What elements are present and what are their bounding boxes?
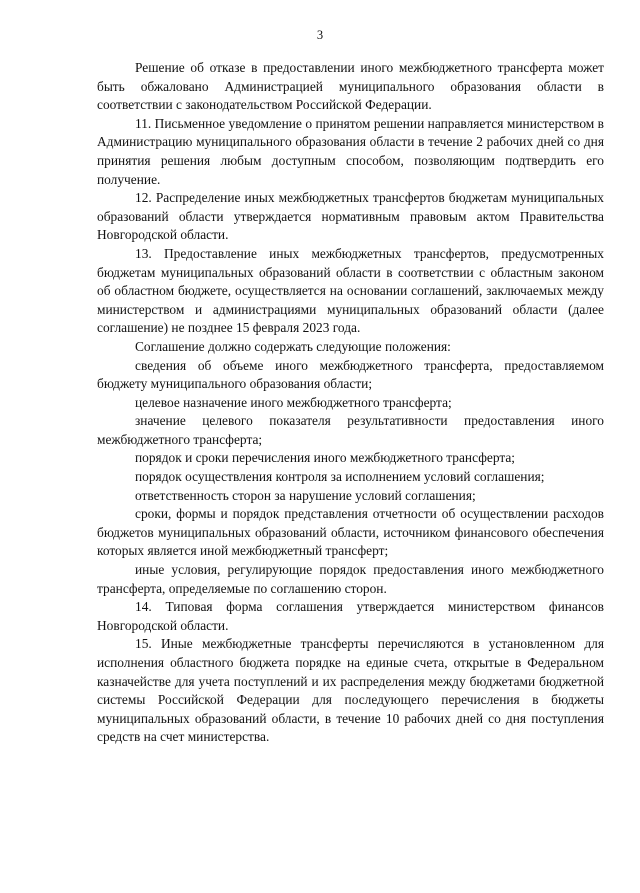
list-item-other-conditions: иные условия, регулирующие порядок предоставления иного межбюджетного трансферта, определяемые по соглашению сторон. <box>97 562 604 596</box>
document-body <box>97 59 604 747</box>
paragraph-appeal-refusal: Решение об отказе в предоставлении иного межбюджетного трансферта может быть обжаловано Администрацией муниципального образования области в соответствии с законодательством Российской Федерации. <box>97 60 604 113</box>
paragraph-11: 11. Письменное уведомление о принятом решении направляется министерством в Администрацию муниципального образования области в течение 2 рабочих дней со дня принятия решения любым доступным способом, позволяющим подтвердить его получение. <box>97 115 604 187</box>
list-item-responsibility: ответственность сторон за нарушение условий соглашения; <box>135 487 476 503</box>
list-item-purpose: целевое назначение иного межбюджетного трансферта; <box>135 394 452 410</box>
list-item-volume: сведения об объеме иного межбюджетного трансферта, предоставляемом бюджету муниципального образования области; <box>97 357 604 392</box>
page-number: 3 <box>316 28 324 42</box>
paragraph-15: 15. Иные межбюджетные трансферты перечисляются в установленном для исполнения областного бюджета порядке на единые счета, открытые в Федеральном казначействе для учета поступлений и их распределения между бюджетами бюджетной системы Российской Федерации для последующего перечисления в бюджеты муниципальных образований области, в течение 10 рабочих дней со дня поступления средств на счет министерства. <box>97 636 604 745</box>
paragraph-14: 14. Типовая форма соглашения утверждается министерством финансов Новгородской области. <box>97 599 604 633</box>
list-item-transfer-terms: порядок и сроки перечисления иного межбюджетного трансферта; <box>135 450 516 466</box>
paragraph-12: 12. Распределение иных межбюджетных трансфертов бюджетам муниципальных образований области утверждается нормативным правовым актом Правительства Новгородской области. <box>97 190 604 243</box>
list-item-reporting: сроки, формы и порядок представления отчетности об осуществлении расходов бюджетов муниципальных образований области, источником финансового обеспечения которых является иной межбюджетный трансферт; <box>97 506 604 559</box>
paragraph-13: 13. Предоставление иных межбюджетных трансфертов, предусмотренных бюджетам муниципальных образований области в соответствии с областным законом об областном бюджете, осуществляется на основании соглашений, заключаемых между министерством и администрациями муниципальных образований области (далее соглашение) не позднее 15 февраля 2023 года. <box>97 245 604 336</box>
list-item-indicator: значение целевого показателя результативности предоставления иного межбюджетного трансферта; <box>97 413 604 447</box>
list-item-control: порядок осуществления контроля за исполнением условий соглашения; <box>135 469 545 485</box>
paragraph-agreement-intro: Соглашение должно содержать следующие положения: <box>135 338 451 354</box>
